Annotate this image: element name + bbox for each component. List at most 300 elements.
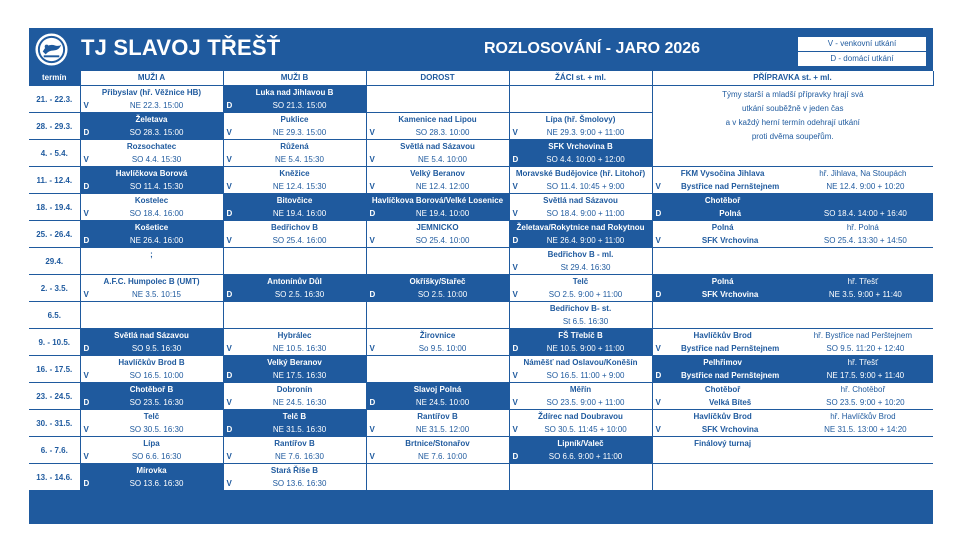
term-cell: 4. - 5.4. bbox=[29, 140, 80, 167]
prep-team-cell bbox=[652, 194, 933, 208]
match-datetime: NE 26.4. 16:00 bbox=[129, 236, 184, 245]
match-detail-cell bbox=[223, 99, 366, 113]
match-team-cell bbox=[80, 194, 223, 208]
match-detail-cell bbox=[80, 207, 223, 221]
term-cell: 6.5. bbox=[29, 302, 80, 329]
match-datetime: NE 29.3. 9:00 + 11:00 bbox=[546, 128, 625, 137]
venue-flag: V bbox=[512, 425, 518, 434]
venue-flag: D bbox=[226, 371, 233, 380]
venue-flag: V bbox=[83, 101, 89, 110]
match-detail-cell bbox=[366, 396, 509, 410]
match-info bbox=[81, 234, 223, 247]
term-cell: 21. - 22.3. bbox=[29, 86, 80, 113]
match-datetime: SO 2.5. 9:00 + 11:00 bbox=[548, 290, 623, 299]
match-detail-cell bbox=[509, 450, 652, 464]
venue-flag: D bbox=[512, 452, 519, 461]
prep-detail-cell bbox=[652, 234, 933, 248]
venue-flag: D bbox=[226, 290, 233, 299]
match-info bbox=[367, 234, 509, 247]
match-info bbox=[81, 99, 223, 112]
match-detail-cell bbox=[509, 315, 652, 329]
table-row bbox=[29, 194, 933, 208]
preparatory-note bbox=[652, 86, 933, 167]
table-row-detail bbox=[29, 180, 933, 194]
venue-flag: D bbox=[655, 371, 662, 380]
match-info bbox=[81, 288, 223, 301]
match-info bbox=[367, 396, 509, 409]
match-datetime: St 29.4. 16:30 bbox=[560, 263, 611, 272]
match-detail-cell bbox=[223, 288, 366, 302]
term-cell: 2. - 3.5. bbox=[29, 275, 80, 302]
prep-bottom bbox=[653, 207, 934, 220]
match-team-cell bbox=[509, 86, 652, 100]
venue-flag bbox=[653, 450, 663, 463]
match-datetime: SO 30.5. 11:45 + 10:00 bbox=[544, 425, 627, 434]
venue-flag: D bbox=[512, 344, 519, 353]
match-team-cell bbox=[366, 86, 509, 100]
opponent-name: Antonínův Důl bbox=[267, 277, 322, 286]
prep-opponent: Havlíčkův Brod bbox=[693, 331, 752, 340]
opponent-name: Velký Beranov bbox=[267, 358, 322, 367]
prep-note: hř. Bystřice nad Perštejnem bbox=[813, 331, 912, 340]
prep-top bbox=[653, 437, 934, 450]
opponent-name: Světlá nad Sázavou bbox=[114, 331, 189, 340]
match-info bbox=[224, 396, 366, 409]
match-detail-cell bbox=[366, 126, 509, 140]
match-info bbox=[224, 288, 366, 301]
match-team-cell bbox=[366, 329, 509, 343]
match-datetime: SO 2.5. 16:30 bbox=[274, 290, 325, 299]
match-info bbox=[81, 180, 223, 193]
match-detail-cell bbox=[80, 99, 223, 113]
match-info bbox=[81, 450, 223, 463]
opponent-name: Rozsochatec bbox=[126, 142, 177, 151]
match-info bbox=[510, 315, 652, 328]
venue-flag: V bbox=[512, 182, 518, 191]
term-cell: 9. - 10.5. bbox=[29, 329, 80, 356]
match-info bbox=[510, 153, 652, 166]
match-datetime: SO 25.4. 16:00 bbox=[272, 236, 327, 245]
legend-home: D - domácí utkání bbox=[797, 51, 927, 67]
match-detail-cell bbox=[509, 261, 652, 275]
prep-team-cell bbox=[652, 302, 933, 316]
match-info bbox=[81, 396, 223, 409]
opponent-name: Moravské Budějovice (hř. Litohoř) bbox=[515, 169, 646, 178]
match-detail-cell bbox=[80, 369, 223, 383]
match-detail-cell bbox=[366, 450, 509, 464]
opponent-name: Ždírec nad Doubravou bbox=[538, 412, 623, 421]
note-line: proti dvěma soupeřům. bbox=[751, 132, 834, 141]
venue-flag: D bbox=[369, 398, 376, 407]
prep-top bbox=[653, 221, 934, 234]
match-team-cell bbox=[366, 410, 509, 424]
opponent-name: Havlíčkova Borová bbox=[115, 169, 188, 178]
prep-datetime: NE 12.4. 9:00 + 10:20 bbox=[826, 182, 905, 191]
prep-team-cell bbox=[652, 410, 933, 424]
header-row bbox=[29, 71, 933, 86]
match-team-cell bbox=[509, 167, 652, 181]
opponent-name: Mírovka bbox=[136, 466, 167, 475]
match-detail-cell bbox=[509, 477, 652, 491]
table-row bbox=[29, 383, 933, 397]
match-detail-cell bbox=[509, 369, 652, 383]
match-team-cell bbox=[80, 464, 223, 478]
opponent-name: Kněžice bbox=[279, 169, 310, 178]
venue-flag: D bbox=[226, 425, 233, 434]
match-info bbox=[81, 153, 223, 166]
prep-detail-cell bbox=[652, 450, 933, 464]
venue-flag: V bbox=[369, 155, 375, 164]
match-team-cell bbox=[366, 140, 509, 154]
match-datetime: SO 13.6. 16:30 bbox=[129, 479, 184, 488]
match-detail-cell bbox=[366, 261, 509, 275]
match-detail-cell bbox=[509, 396, 652, 410]
match-info bbox=[367, 342, 509, 355]
prep-note: hř. Třešť bbox=[847, 277, 879, 286]
venue-flag: V bbox=[369, 182, 375, 191]
opponent-name: FŠ Třebíč B bbox=[558, 331, 603, 340]
opponent-name: Luka nad Jihlavou B bbox=[255, 88, 334, 97]
match-team-cell bbox=[80, 356, 223, 370]
match-detail-cell bbox=[223, 261, 366, 275]
match-team-cell bbox=[366, 113, 509, 127]
match-datetime: NE 17.5. 16:30 bbox=[272, 371, 327, 380]
venue-flag: V bbox=[369, 236, 375, 245]
opponent-name: Slavoj Polná bbox=[413, 385, 462, 394]
prep-datetime: NE 31.5. 13:00 + 14:20 bbox=[824, 425, 907, 434]
match-datetime: SO 25.4. 10:00 bbox=[415, 236, 470, 245]
match-detail-cell bbox=[366, 180, 509, 194]
term-cell: 29.4. bbox=[29, 248, 80, 275]
match-detail-cell bbox=[509, 126, 652, 140]
prep-detail-cell bbox=[652, 315, 933, 329]
venue-flag: V bbox=[83, 425, 89, 434]
match-datetime: SO 30.5. 16:30 bbox=[129, 425, 184, 434]
match-datetime: SO 28.3. 10:00 bbox=[415, 128, 470, 137]
match-team-cell bbox=[80, 275, 223, 289]
club-logo-icon bbox=[34, 32, 69, 67]
match-datetime: NE 10.5. 9:00 + 11:00 bbox=[546, 344, 625, 353]
prep-opponent: Finálový turnaj bbox=[694, 439, 752, 448]
prep-datetime: SO 9.5. 11:20 + 12:40 bbox=[826, 344, 905, 353]
opponent-name: Žirovnice bbox=[419, 331, 456, 340]
table-row bbox=[29, 248, 933, 262]
match-info bbox=[81, 342, 223, 355]
prep-datetime: NE 17.5. 9:00 + 11:40 bbox=[826, 371, 905, 380]
match-detail-cell bbox=[80, 423, 223, 437]
match-team-cell bbox=[80, 302, 223, 316]
match-team-cell bbox=[366, 383, 509, 397]
match-info bbox=[81, 369, 223, 382]
match-team-cell bbox=[223, 464, 366, 478]
match-datetime: SO 18.4. 9:00 + 11:00 bbox=[546, 209, 625, 218]
match-detail-cell bbox=[223, 477, 366, 491]
match-detail-cell bbox=[80, 234, 223, 248]
opponent-name: Kamenice nad Lipou bbox=[398, 115, 477, 124]
term-cell: 16. - 17.5. bbox=[29, 356, 80, 383]
table-row-detail bbox=[29, 369, 933, 383]
venue-flag bbox=[81, 261, 91, 274]
opponent-name: Stará Říše B bbox=[270, 466, 319, 475]
schedule-table bbox=[29, 71, 934, 491]
match-info bbox=[510, 288, 652, 301]
match-info bbox=[224, 153, 366, 166]
prep-top bbox=[653, 356, 934, 369]
match-datetime: NE 7.6. 16:30 bbox=[275, 452, 324, 461]
match-datetime: SO 13.6. 16:30 bbox=[272, 479, 327, 488]
table-row bbox=[29, 302, 933, 316]
match-team-cell bbox=[509, 221, 652, 235]
match-datetime: SO 23.5. 9:00 + 11:00 bbox=[546, 398, 625, 407]
table-row-detail bbox=[29, 423, 933, 437]
match-team-cell bbox=[509, 437, 652, 451]
column-header: DOROST bbox=[366, 71, 509, 86]
match-team-cell bbox=[366, 167, 509, 181]
match-info bbox=[510, 396, 652, 409]
venue-flag: V bbox=[655, 398, 661, 407]
venue-flag: V bbox=[226, 155, 232, 164]
match-datetime: St 6.5. 16:30 bbox=[562, 317, 609, 326]
venue-flag: D bbox=[655, 209, 662, 218]
match-info bbox=[81, 261, 223, 274]
column-header: MUŽI B bbox=[223, 71, 366, 86]
prep-datetime bbox=[798, 450, 933, 463]
match-detail-cell bbox=[223, 369, 366, 383]
prep-opponent-2: Bystřice nad Pernštejnem bbox=[680, 371, 780, 380]
note-line: Týmy starší a mladší přípravky hrají svá bbox=[722, 90, 864, 99]
venue-flag: V bbox=[512, 290, 518, 299]
prep-opponent: Chotěboř bbox=[704, 385, 741, 394]
match-team-cell bbox=[223, 356, 366, 370]
venue-flag: D bbox=[369, 290, 376, 299]
prep-team-cell bbox=[652, 464, 933, 478]
prep-top bbox=[653, 167, 934, 180]
match-info bbox=[510, 180, 652, 193]
match-team-cell bbox=[509, 302, 652, 316]
match-team-cell bbox=[366, 302, 509, 316]
match-detail-cell bbox=[80, 153, 223, 167]
venue-flag: D bbox=[226, 209, 233, 218]
season-title: ROZLOSOVÁNÍ - JARO 2026 bbox=[484, 40, 701, 57]
table-row bbox=[29, 356, 933, 370]
match-datetime: NE 7.6. 10:00 bbox=[418, 452, 467, 461]
match-detail-cell bbox=[366, 234, 509, 248]
match-team-cell bbox=[509, 275, 652, 289]
venue-flag: D bbox=[83, 128, 90, 137]
venue-flag: D bbox=[512, 236, 519, 245]
match-datetime: SO 4.4. 15:30 bbox=[131, 155, 182, 164]
term-cell: 25. - 26.4. bbox=[29, 221, 80, 248]
club-title: TJ SLAVOJ TŘEŠŤ bbox=[81, 35, 281, 60]
match-team-cell bbox=[223, 248, 366, 262]
match-info bbox=[224, 477, 366, 490]
venue-flag: D bbox=[83, 479, 90, 488]
match-team-cell bbox=[80, 113, 223, 127]
match-detail-cell bbox=[509, 153, 652, 167]
table-row bbox=[29, 329, 933, 343]
match-info bbox=[224, 180, 366, 193]
prep-datetime: SO 18.4. 14:00 + 16:40 bbox=[823, 209, 907, 218]
column-header: MUŽI A bbox=[80, 71, 223, 86]
prep-opponent-2: SFK Vrchovina bbox=[701, 425, 759, 434]
match-info bbox=[224, 369, 366, 382]
opponent-name: Bitovčice bbox=[276, 196, 313, 205]
opponent-name: SFK Vrchovina B bbox=[548, 142, 613, 151]
match-info bbox=[367, 450, 509, 463]
prep-datetime: SO 23.5. 9:00 + 10:20 bbox=[826, 398, 905, 407]
opponent-name: Hybrálec bbox=[277, 331, 312, 340]
prep-opponent-2: SFK Vrchovina bbox=[701, 236, 759, 245]
venue-flag: V bbox=[655, 182, 661, 191]
match-team-cell bbox=[223, 383, 366, 397]
venue-flag: V bbox=[512, 263, 518, 272]
prep-bottom bbox=[653, 288, 934, 301]
prep-opponent-2: SFK Vrchovina bbox=[701, 290, 759, 299]
opponent-name: Okříšky/Stařeč bbox=[409, 277, 466, 286]
opponent-name: Lipník/Valeč bbox=[557, 439, 604, 448]
prep-team-cell bbox=[652, 437, 933, 451]
venue-flag bbox=[510, 315, 520, 328]
prep-detail-cell bbox=[652, 342, 933, 356]
match-detail-cell bbox=[80, 126, 223, 140]
match-team-cell bbox=[366, 356, 509, 370]
prep-opponent: Pelhřimov bbox=[703, 358, 742, 367]
venue-flag: V bbox=[369, 128, 375, 137]
prep-opponent-2: Velká Bíteš bbox=[709, 398, 752, 407]
prep-opponent: Polná bbox=[711, 223, 734, 232]
opponent-name: Telč bbox=[572, 277, 589, 286]
match-info bbox=[81, 126, 223, 139]
match-info bbox=[510, 423, 652, 436]
prep-bottom bbox=[653, 180, 934, 193]
match-team-cell bbox=[80, 86, 223, 100]
match-team-cell bbox=[223, 329, 366, 343]
prep-team-cell bbox=[652, 167, 933, 181]
prep-bottom bbox=[653, 396, 934, 409]
venue-flag: D bbox=[369, 209, 376, 218]
opponent-name: Lípa (hř. Šmolovy) bbox=[545, 115, 616, 124]
match-info bbox=[367, 207, 509, 220]
match-info bbox=[510, 342, 652, 355]
opponent-name: Světlá nad Sázavou bbox=[543, 196, 618, 205]
match-datetime: So 9.5. 10:00 bbox=[418, 344, 467, 353]
match-info bbox=[367, 126, 509, 139]
prep-detail-cell bbox=[652, 288, 933, 302]
table-row-detail bbox=[29, 288, 933, 302]
match-team-cell bbox=[80, 248, 223, 262]
match-datetime: SO 11.4. 10:45 + 9:00 bbox=[546, 182, 625, 191]
term-cell: 13. - 14.6. bbox=[29, 464, 80, 491]
match-detail-cell bbox=[223, 207, 366, 221]
prep-detail-cell bbox=[652, 180, 933, 194]
match-detail-cell bbox=[223, 180, 366, 194]
opponent-name: ; bbox=[150, 250, 153, 259]
column-header: termín bbox=[29, 71, 80, 86]
match-detail-cell bbox=[223, 396, 366, 410]
match-detail-cell bbox=[223, 234, 366, 248]
table-row bbox=[29, 167, 933, 181]
venue-flag: V bbox=[83, 209, 89, 218]
match-datetime: SO 4.4. 10:00 + 12:00 bbox=[546, 155, 625, 164]
opponent-name: A.F.C. Humpolec B (UMT) bbox=[103, 277, 200, 286]
prep-note: hř. Třešť bbox=[847, 358, 879, 367]
match-info bbox=[510, 126, 652, 139]
match-info bbox=[81, 423, 223, 436]
venue-flag: V bbox=[83, 371, 89, 380]
term-cell: 18. - 19.4. bbox=[29, 194, 80, 221]
term-cell: 23. - 24.5. bbox=[29, 383, 80, 410]
opponent-name: Košetice bbox=[134, 223, 169, 232]
venue-flag: V bbox=[369, 452, 375, 461]
opponent-name: Světlá nad Sázavou bbox=[400, 142, 475, 151]
prep-opponent: FKM Vysočina Jihlava bbox=[680, 169, 765, 178]
match-team-cell bbox=[223, 86, 366, 100]
table-row bbox=[29, 221, 933, 235]
match-datetime: NE 26.4. 9:00 + 11:00 bbox=[546, 236, 625, 245]
opponent-name: Velký Beranov bbox=[410, 169, 465, 178]
venue-flag: V bbox=[369, 344, 375, 353]
match-detail-cell bbox=[80, 342, 223, 356]
opponent-name: Bedřichov B - ml. bbox=[547, 250, 614, 259]
match-datetime: SO 28.3. 15:00 bbox=[129, 128, 184, 137]
prep-note: hř. Havlíčkův Brod bbox=[830, 412, 896, 421]
opponent-name: Bedřichov B bbox=[270, 223, 319, 232]
venue-flag: D bbox=[512, 155, 519, 164]
match-datetime: NE 12.4. 12:00 bbox=[415, 182, 470, 191]
match-team-cell bbox=[223, 410, 366, 424]
match-datetime: NE 29.3. 15:00 bbox=[272, 128, 327, 137]
match-team-cell bbox=[509, 140, 652, 154]
prep-note: hř. Chotěboř bbox=[840, 385, 886, 394]
opponent-name: Bedřichov B- st. bbox=[549, 304, 612, 313]
match-datetime: NE 5.4. 10:00 bbox=[418, 155, 467, 164]
term-cell: 30. - 31.5. bbox=[29, 410, 80, 437]
match-detail-cell bbox=[80, 261, 223, 275]
match-team-cell bbox=[509, 464, 652, 478]
match-team-cell bbox=[80, 383, 223, 397]
venue-flag: V bbox=[512, 398, 518, 407]
match-team-cell bbox=[509, 113, 652, 127]
match-team-cell bbox=[80, 140, 223, 154]
match-detail-cell bbox=[509, 180, 652, 194]
prep-detail-cell bbox=[652, 369, 933, 383]
match-info bbox=[367, 423, 509, 436]
table-row bbox=[29, 464, 933, 478]
prep-team-cell bbox=[652, 356, 933, 370]
prep-bottom bbox=[653, 423, 934, 436]
prep-datetime: SO 25.4. 13:30 + 14:50 bbox=[823, 236, 907, 245]
match-detail-cell bbox=[223, 315, 366, 329]
note-line: a v každý herní termín odehrají utkání bbox=[725, 118, 860, 127]
match-detail-cell bbox=[80, 396, 223, 410]
match-datetime: SO 11.4. 15:30 bbox=[129, 182, 184, 191]
match-team-cell bbox=[223, 221, 366, 235]
prep-team-cell bbox=[652, 248, 933, 262]
opponent-name: Brtnice/Stonařov bbox=[405, 439, 470, 448]
match-detail-cell bbox=[223, 450, 366, 464]
match-info bbox=[367, 288, 509, 301]
match-datetime: NE 19.4. 10:00 bbox=[415, 209, 470, 218]
prep-detail-cell bbox=[652, 261, 933, 275]
prep-detail-cell bbox=[652, 396, 933, 410]
venue-flag: D bbox=[83, 344, 90, 353]
match-detail-cell bbox=[509, 207, 652, 221]
opponent-name: Dobronín bbox=[276, 385, 313, 394]
match-info bbox=[510, 450, 652, 463]
prep-opponent: Chotěboř bbox=[704, 196, 741, 205]
prep-bottom bbox=[653, 342, 934, 355]
opponent-name: Kostelec bbox=[134, 196, 169, 205]
